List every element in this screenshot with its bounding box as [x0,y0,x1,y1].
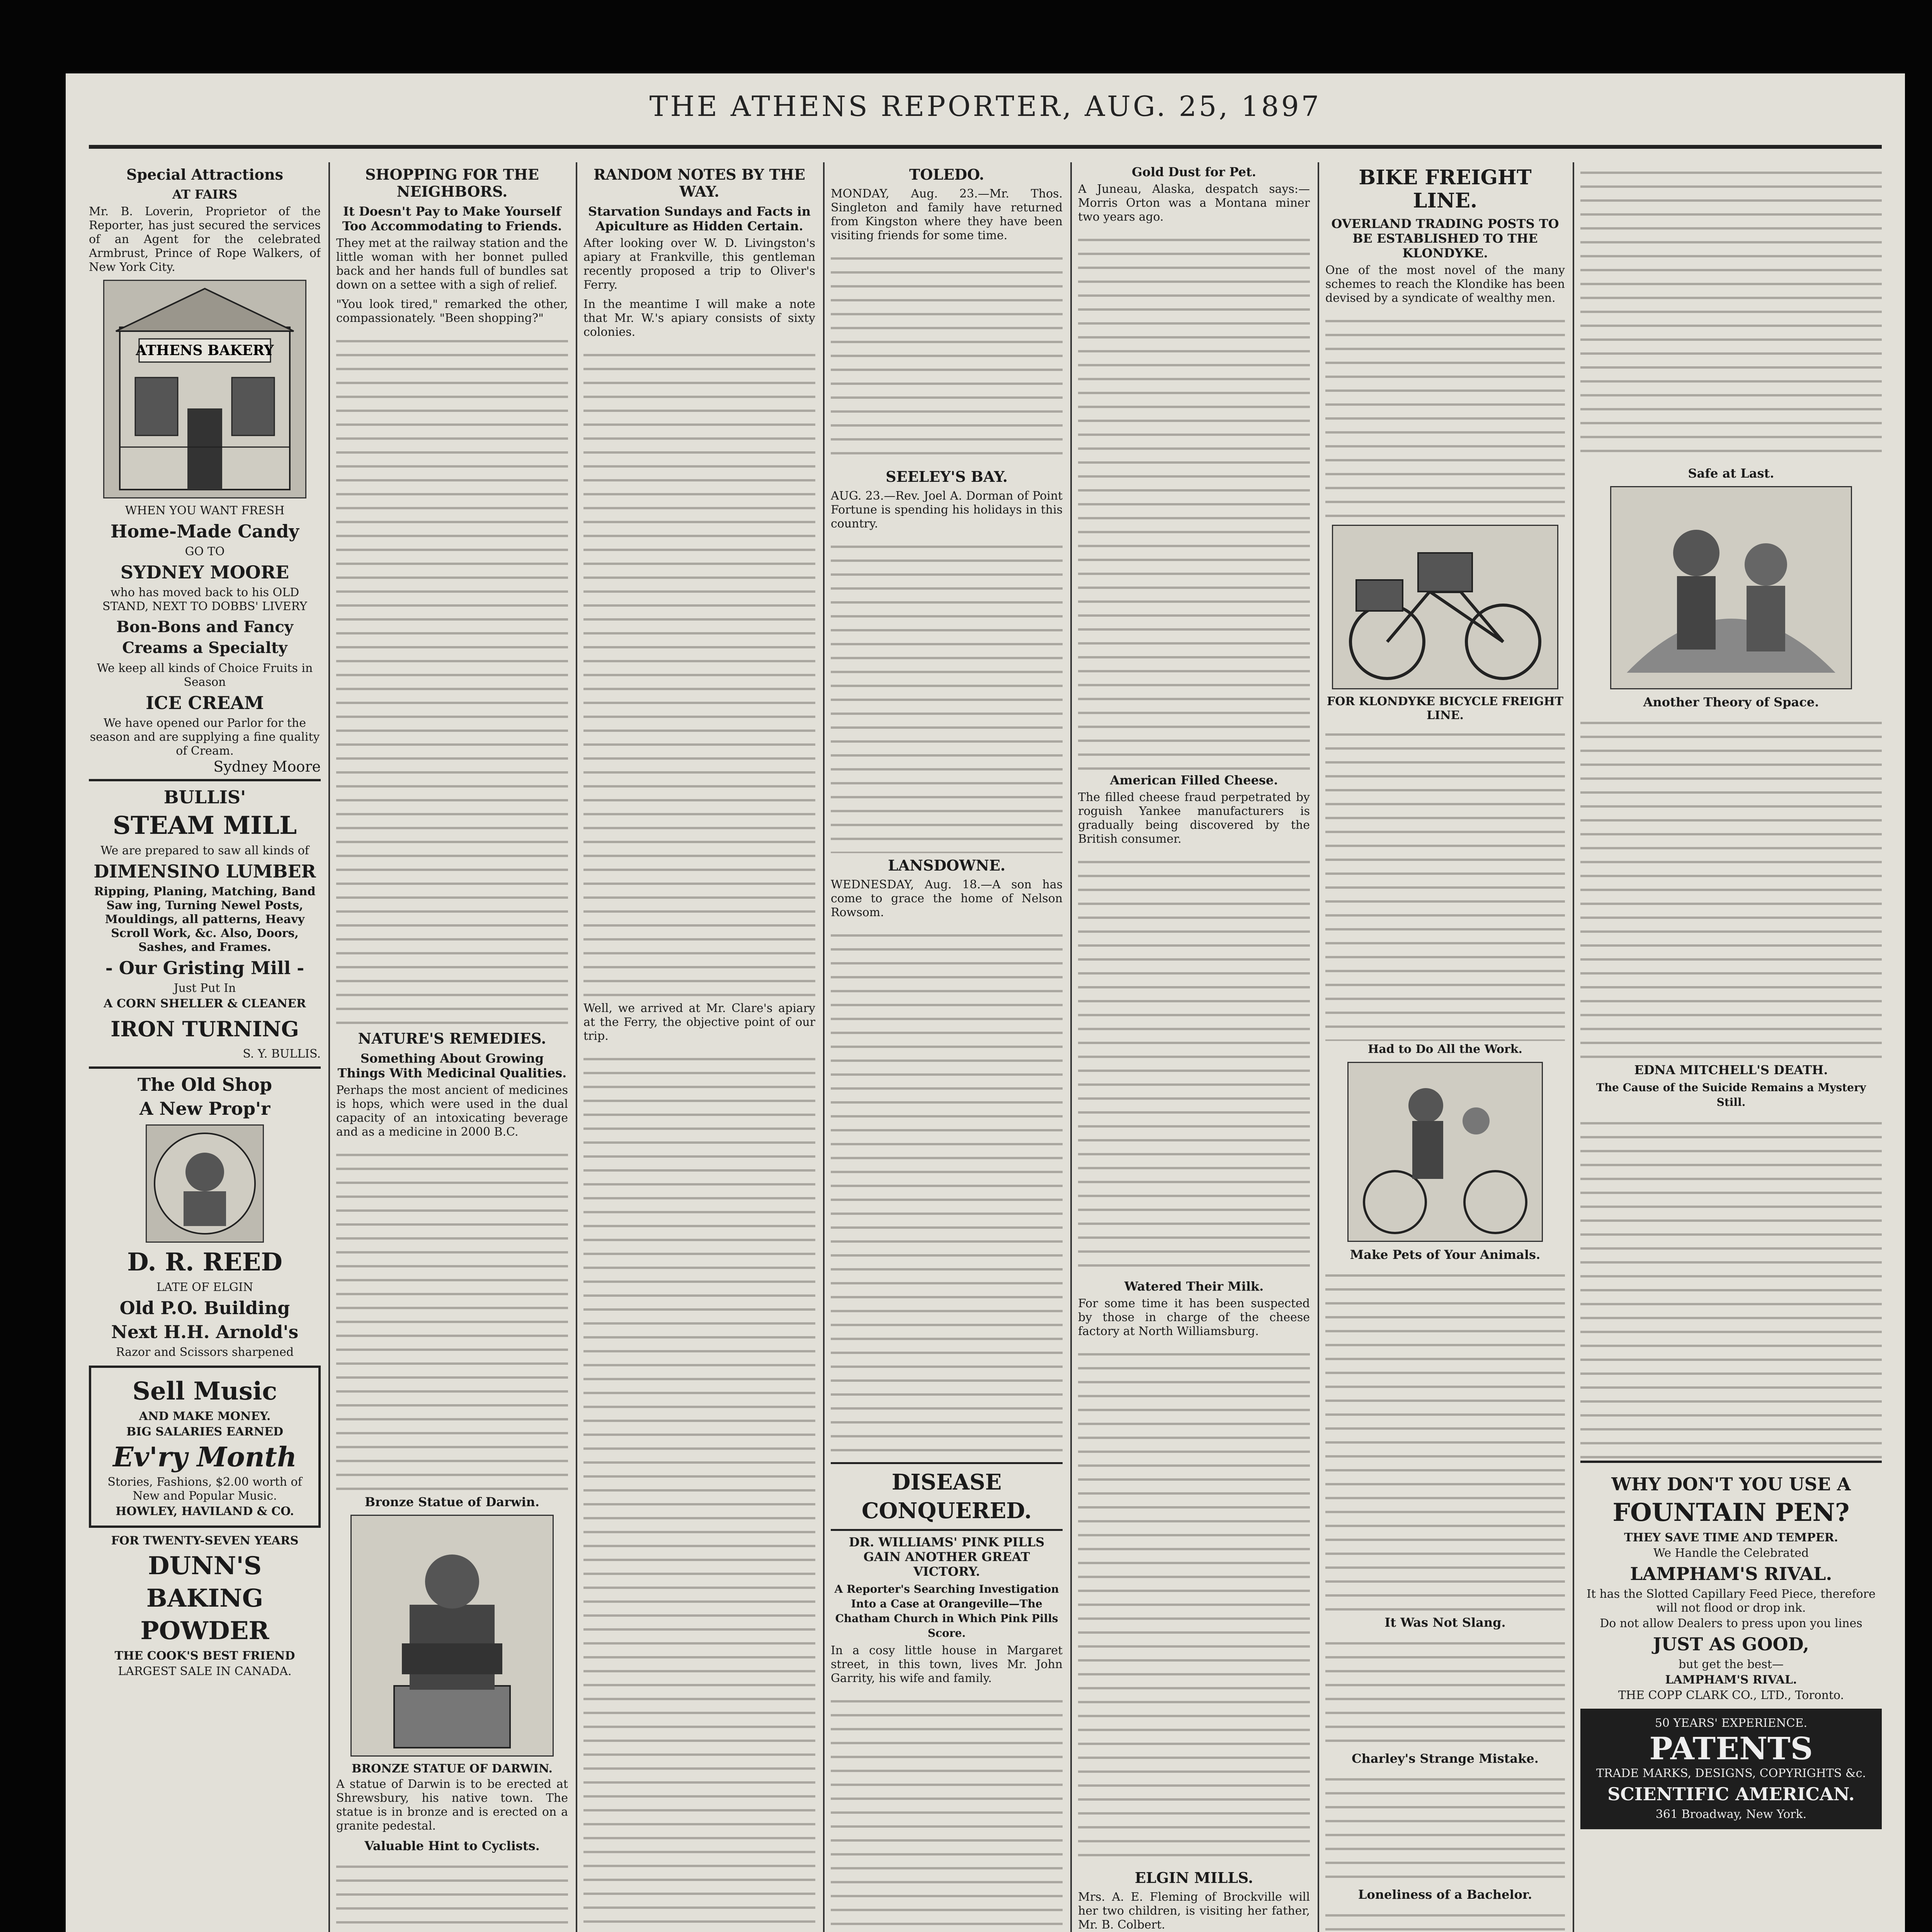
largest-sale: LARGEST SALE IN CANADA. [118,1665,292,1678]
shopping-heading: SHOPPING FOR THE NEIGHBORS. [365,166,539,200]
copp-clark: THE COPP CLARK CO., LTD., Toronto. [1618,1689,1844,1702]
fruits-text: We keep all kinds of Choice Fruits in Season [97,662,313,689]
twenty-seven-years: FOR TWENTY-SEVEN YEARS [111,1534,299,1548]
edna-mitchell-heading: EDNA MITCHELL'S DEATH. [1634,1063,1828,1077]
freight-caption: FOR KLONDYKE BICYCLE FREIGHT LINE. [1327,695,1564,722]
shopping-text-2: "You look tired," remarked the other, compassionately. "Been shopping?" [336,298,568,325]
shopping-text: They met at the railway station and the little woman with her bonnet pulled back and her hands full of bundles sat down on a settee with a sigh of relief. [336,236,568,292]
stories-text: Stories, Fashions, $2.00 worth of New and Popular Music. [107,1475,302,1503]
article-body-text [1325,1769,1565,1885]
baking: BAKING [146,1584,264,1613]
sydney-moore-name: SYDNEY MOORE [120,562,289,583]
home-made-candy: Home-Made Candy [110,521,299,542]
darwin-text: A statue of Darwin is to be erected at Shrewsbury, his native town. The statue is in bronze and is erected on a granite pedestal. [336,1777,568,1833]
just-as-good: JUST AS GOOD, [1653,1634,1809,1655]
random-notes-text-3: Well, we arrived at Mr. Clare's apiary at the Ferry, the objective point of our trip. [583,1002,815,1043]
do-not-allow: Do not allow Dealers to press upon you lines [1600,1617,1862,1630]
freight-bicycle-illustration [1332,525,1558,689]
random-notes-sub: Starvation Sundays and Facts in Apiculture as Hidden Certain. [588,204,811,233]
dunns: DUNN'S [148,1551,262,1580]
and-make-money: AND MAKE MONEY. [139,1410,271,1423]
article-body-text [583,1049,815,1932]
sell-music: Sell Music [132,1377,277,1406]
article-body-text [831,536,1063,853]
toledo-heading: TOLEDO. [909,166,985,183]
article-body-text [1325,1265,1565,1613]
tandem-cyclists-illustration [1347,1062,1543,1242]
bakery-building-illustration [103,280,306,498]
column-5 [1078,162,1310,1932]
pink-pills-sub: A Reporter's Searching Investigation Into a Case at Orangeville—The Chatham Church in Which Pink Pills Score. [834,1583,1059,1639]
gristing-mill: - Our Gristing Mill - [105,957,304,978]
trade-marks: TRADE MARKS, DESIGNS, COPYRIGHTS &c. [1596,1767,1866,1780]
filled-cheese-text: The filled cheese fraud perpetrated by roguish Yankee manufacturers is gradually being discovered by the British consumer. [1078,791,1310,846]
music-ad-box [89,1366,321,1528]
gold-dust-text: A Juneau, Alaska, despatch says:—Morris Orton was a Montana miner two years ago. [1078,182,1310,224]
article-body-text [583,345,815,1002]
why-dont-you: WHY DON'T YOU USE A [1611,1474,1851,1495]
bullis-name: BULLIS' [163,787,246,808]
random-notes-text-2: In the meantime I will make a note that Mr. W.'s apiary consists of sixty colonies. [583,298,815,339]
random-notes-text: After looking over W. D. Livingston's apiary at Frankville, this gentleman recently proposed a trip to Oliver's Ferry. [583,236,815,292]
disease-conquered-heading: DISEASE CONQUERED. [861,1469,1032,1524]
article-body-text [336,1145,568,1492]
lamphams-rival-2: LAMPHAM'S RIVAL. [1665,1673,1797,1687]
pink-pills-heading: DR. WILLIAMS' PINK PILLS GAIN ANOTHER GREAT VICTORY. [849,1535,1045,1579]
article-body-text [831,248,1063,464]
column-rule [1318,162,1319,1932]
newspaper-page [66,73,1905,1932]
safe-at-last-illustration [1610,486,1852,689]
old-shop: The Old Shop [137,1074,272,1095]
column-rule [823,162,825,1932]
article-body-text [1078,852,1310,1277]
article-body-text [1325,311,1565,519]
barber-pole-illustration [146,1124,264,1243]
fountain-pen: FOUNTAIN PEN? [1612,1498,1850,1527]
cyclists-heading: Valuable Hint to Cyclists. [364,1838,540,1853]
cooks-best-friend: THE COOK'S BEST FRIEND [114,1649,295,1663]
article-body-text [1325,1905,1565,1932]
filled-cheese-heading: American Filled Cheese. [1110,773,1278,787]
scientific-american: SCIENTIFIC AMERICAN. [1607,1784,1855,1804]
article-body-text [831,925,1063,1458]
darwin-statue-illustration [350,1515,554,1757]
ice-cream-note: We have opened our Parlor for the season and are supplying a fine quality of Cream. [90,716,320,758]
iron-turning: IRON TURNING [111,1017,299,1041]
gold-dust-heading: Gold Dust for Pet. [1132,165,1256,179]
edna-mitchell-sub: The Cause of the Suicide Remains a Mystery Still. [1596,1081,1866,1109]
ad-divider [89,1066,321,1069]
patents-ad [1580,1709,1882,1829]
big-salaries: BIG SALARIES EARNED [126,1425,284,1439]
column-3 [583,162,815,1932]
just-put-in: Just Put In [173,981,236,995]
bakery-sign-text: ATHENS BAKERY [136,342,274,359]
column-rule [576,162,577,1932]
go-to-text: GO TO [185,545,225,558]
sydney-signature: Sydney Moore [213,758,321,775]
late-elgin: LATE OF ELGIN [156,1281,253,1294]
razor-text: Razor and Scissors sharpened [116,1345,294,1359]
all-the-work-caption: Had to Do All the Work. [1368,1043,1522,1056]
article-body-text [336,1856,568,1932]
new-prop: A New Prop'r [139,1098,270,1119]
moved-text: who has moved back to his OLD STAND, NEXT TO DOBBS' LIVERY [102,586,307,613]
seeleys-bay-text: AUG. 23.—Rev. Joel A. Dorman of Point Fortune is spending his holidays in this country. [831,489,1063,531]
column-rule [1070,162,1072,1932]
shopping-subheading: It Doesn't Pay to Make Yourself Too Accommodating to Friends. [342,204,562,233]
column-6 [1325,162,1565,1932]
bonbons-text: Bon-Bons and Fancy Creams a Specialty [116,618,293,657]
ad-divider [89,779,321,781]
when-you-want-text: WHEN YOU WANT FRESH [125,504,285,517]
watered-milk-heading: Watered Their Milk. [1124,1279,1264,1294]
bike-freight-sub: OVERLAND TRADING POSTS TO BE ESTABLISHED TO THE KLONDYKE. [1331,216,1559,260]
natures-remedies-text: Perhaps the most ancient of medicines is hops, which were used in the dual capacity of an intoxicating beverage and as a medicine in 2000 B.C. [336,1083,568,1139]
elgin-mills-heading: ELGIN MILLS. [1134,1869,1253,1886]
at-fairs-heading: AT FAIRS [172,187,238,202]
munn-address: 361 Broadway, New York. [1655,1808,1807,1821]
article-body-text [1325,724,1565,1041]
article-body-text [1580,1113,1882,1461]
lamphams-rival: LAMPHAM'S RIVAL. [1630,1563,1832,1584]
watered-milk-text: For some time it has been suspected by those in charge of the cheese factory at North Williamsburg. [1078,1297,1310,1338]
save-time: THEY SAVE TIME AND TEMPER. [1624,1531,1838,1544]
bike-freight-text: One of the most novel of the many schemes to reach the Klondike has been devised by a syndicate of wealthy men. [1325,264,1565,305]
patents-heading: PATENTS [1649,1730,1813,1767]
masthead-rule [89,145,1882,149]
corn-sheller: A CORN SHELLER & CLEANER [104,997,306,1010]
article-body-text [1580,162,1882,464]
article-body-text [1325,1633,1565,1749]
safe-at-last-caption: Safe at Last. [1688,466,1774,481]
column-2 [336,162,568,1932]
bike-freight-heading: BIKE FREIGHT LINE. [1359,166,1532,213]
not-slang-heading: It Was Not Slang. [1384,1615,1506,1630]
fifty-years: 50 YEARS' EXPERIENCE. [1655,1716,1808,1730]
darwin-caption: BRONZE STATUE OF DARWIN. [352,1762,553,1776]
dimension-lumber: DIMENSINO LUMBER [94,861,316,882]
bullis-signature: S. Y. BULLIS. [243,1047,321,1061]
powder: POWDER [140,1616,269,1645]
howley-name: HOWLEY, HAVILAND & CO. [116,1505,294,1518]
article-body-text [1078,230,1310,770]
charleys-mistake-heading: Charley's Strange Mistake. [1352,1751,1539,1766]
masthead-title: THE ATHENS REPORTER, AUG. 25, 1897 [649,90,1321,122]
theory-of-space-heading: Another Theory of Space. [1643,695,1819,709]
toledo-text: MONDAY, Aug. 23.—Mr. Thos. Singleton and family have returned from Kingston where they have been visiting friends for some time. [831,187,1063,242]
reed-name: D. R. REED [127,1248,282,1277]
ice-cream-heading: ICE CREAM [146,692,264,713]
we-handle: We Handle the Celebrated [1653,1546,1809,1560]
article-body-text [1078,1344,1310,1866]
old-po-building: Old P.O. Building [119,1298,290,1318]
fountain-pen-ad [1580,1461,1882,1702]
article-body-text [336,331,568,1026]
pink-pills-text: In a cosy little house in Margaret street, in this town, lives Mr. John Garrity, his wife and family. [831,1644,1063,1685]
elgin-mills-text: Mrs. A. E. Fleming of Brockville will her two children, is visiting her father, Mr. B. Colbert. [1078,1890,1310,1932]
next-arnold: Next H.H. Arnold's [111,1321,299,1342]
column-rule [1573,162,1574,1932]
article-body-text [831,1691,1063,1932]
seeleys-bay-heading: SEELEY'S BAY. [886,468,1008,485]
fairs-text: Mr. B. Loverin, Proprietor of the Reporter, has just secured the services of an Agent for the celebrated Armbrust, Prince of Rope Walkers, of New York City. [89,205,321,274]
pets-heading: Make Pets of Your Animals. [1350,1247,1541,1262]
prepared-text: We are prepared to saw all kinds of [100,844,309,857]
special-attractions-heading: Special Attractions [126,166,284,183]
natures-remedies-sub: Something About Growing Things With Medicinal Qualities. [337,1051,567,1080]
column-rule [328,162,330,1932]
column-4 [831,162,1063,1932]
masthead [66,89,1905,147]
slotted-feed: It has the Slotted Capillary Feed Piece, therefore will not flood or drop ink. [1587,1587,1876,1615]
planing-text: Ripping, Planing, Matching, Band Saw ing, Turning Newel Posts, Mouldings, all patterns, Heavy Scroll Work, &c. Also, Doors, Sashes, and Frames. [94,885,316,954]
random-notes-heading: RANDOM NOTES BY THE WAY. [594,166,805,200]
lansdowne-heading: LANSDOWNE. [888,857,1006,874]
column-7 [1580,162,1882,1932]
lansdowne-text: WEDNESDAY, Aug. 18.—A son has come to grace the home of Nelson Rowsom. [831,878,1063,919]
column-1-ads [89,162,321,1932]
steam-mill-heading: STEAM MILL [112,811,297,840]
article-body-text [1580,713,1882,1060]
bachelor-heading: Loneliness of a Bachelor. [1358,1887,1532,1902]
darwin-heading: Bronze Statue of Darwin. [364,1495,540,1509]
get-the-best: but get the best— [1679,1658,1784,1671]
natures-remedies-heading: NATURE'S REMEDIES. [358,1030,546,1047]
evry-month: Ev'ry Month [113,1441,297,1473]
